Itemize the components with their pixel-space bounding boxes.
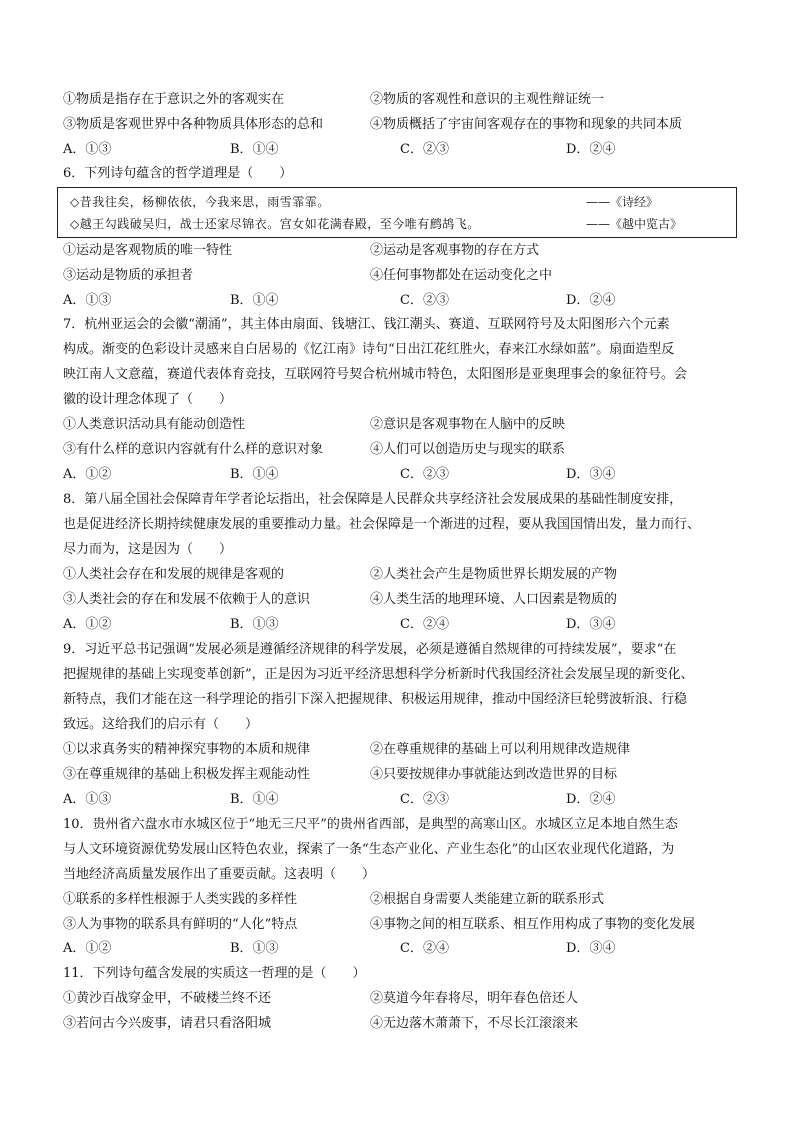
q6-option-4: ④任何事物都处在运动变化之中 xyxy=(370,268,553,283)
q5-answer-a: A．①③ xyxy=(63,142,112,157)
q8-option-3: ③人类社会的存在和发展不依赖于人的意识 xyxy=(63,592,311,607)
q10-option-1: ①联系的多样性根源于人类实践的多样性 xyxy=(63,892,298,907)
q7-stem-line-2: 构成。渐变的色彩设计灵感来自白居易的《忆江南》诗句“日出江花红胜火，春来江水绿如蓝”。扇面造型反 xyxy=(63,342,675,357)
q5-answer-b: B．①④ xyxy=(230,142,279,157)
q7-answer-a: A．①② xyxy=(63,467,112,482)
q5-option-4: ④物质概括了宇宙间客观存在的事物和现象的共同本质 xyxy=(370,117,683,132)
q6-option-3: ③运动是物质的承担者 xyxy=(63,268,194,283)
q8-answer-d: D．③④ xyxy=(566,617,616,632)
q8-answer-b: B．①③ xyxy=(230,617,279,632)
q6-source-2: ——《越中览古》 xyxy=(586,217,683,231)
q10-option-2: ②根据自身需要人类能建立新的联系形式 xyxy=(370,892,605,907)
q10-stem-line-2: 与人文环境资源优势发展山区特色农业，探索了一条“生态产业化、产业生态化”的山区农业现代化道路，为 xyxy=(63,842,675,857)
q5-option-2: ②物质的客观性和意识的主观性辩证统一 xyxy=(370,92,605,107)
q7-stem-line-1: 7．杭州亚运会的会徽“潮涌”，其主体由扇面、钱塘江、钱江潮头、赛道、互联网符号及太阳图形六个元素 xyxy=(63,317,670,332)
q9-answer-d: D．②④ xyxy=(566,792,616,807)
q5-answer-c: C．②③ xyxy=(400,142,449,157)
q7-stem-line-4: 徽的设计理念体现了（ ） xyxy=(63,392,233,407)
q7-answer-d: D．③④ xyxy=(566,467,616,482)
q7-answer-c: C．②③ xyxy=(400,467,449,482)
q8-stem-line-3: 尽力而为，这是因为（ ） xyxy=(63,542,233,557)
q8-answer-c: C．②④ xyxy=(400,617,449,632)
q11-option-1: ①黄沙百战穿金甲，不破楼兰终不还 xyxy=(63,991,272,1006)
q11-stem: 11．下列诗句蕴含发展的实质这一哲理的是（ ） xyxy=(63,966,366,981)
q10-answer-d: D．③④ xyxy=(566,941,616,956)
q6-option-1: ①运动是客观物质的唯一特性 xyxy=(63,243,233,258)
q9-stem-line-1: 9．习近平总书记强调“发展必须是遵循经济规律的科学发展，必须是遵循自然规律的可持续发展”，要求“在 xyxy=(63,642,677,657)
q8-stem-line-2: 也是促进经济长期持续健康发展的重要推动力量。社会保障是一个渐进的过程，要从我国国情出发，量力而行、 xyxy=(63,517,701,532)
q6-poem-2: ◇越王勾践破吴归，战士还家尽锦衣。宫女如花满春殿，至今唯有鹧鸪飞。 xyxy=(70,217,480,231)
q7-option-3: ③有什么样的意识内容就有什么样的意识对象 xyxy=(63,442,324,457)
q6-source-1: ——《诗经》 xyxy=(586,195,659,209)
q6-answer-b: B．①④ xyxy=(230,293,279,308)
q9-option-3: ③在尊重规律的基础上积极发挥主观能动性 xyxy=(63,767,311,782)
q8-option-2: ②人类社会产生是物质世界长期发展的产物 xyxy=(370,567,618,582)
q9-stem-line-3: 新特点，我们才能在这一科学理论的指引下深入把握规律、积极运用规律，推动中国经济巨轮劈波斩浪、行稳 xyxy=(63,692,688,707)
q7-answer-b: B．①④ xyxy=(230,467,279,482)
q10-answer-c: C．②④ xyxy=(400,941,449,956)
q8-option-1: ①人类社会存在和发展的规律是客观的 xyxy=(63,567,285,582)
q8-option-4: ④人类生活的地理环境、人口因素是物质的 xyxy=(370,592,618,607)
q9-option-2: ②在尊重规律的基础上可以利用规律改造规律 xyxy=(370,742,631,757)
q10-option-4: ④事物之间的相互联系、相互作用构成了事物的变化发展 xyxy=(370,917,696,932)
q9-answer-b: B．①④ xyxy=(230,792,279,807)
q9-answer-c: C．②③ xyxy=(400,792,449,807)
q11-option-2: ②莫道今年春将尽，明年春色倍还人 xyxy=(370,991,579,1006)
q10-answer-a: A．①② xyxy=(63,941,112,956)
q10-stem-line-1: 10．贵州省六盘水市水城区位于“地无三尺平”的贵州省西部，是典型的高寒山区。水城区立足本地自然生态 xyxy=(63,817,678,832)
q5-option-1: ①物质是指存在于意识之外的客观实在 xyxy=(63,92,285,107)
q10-stem-line-3: 当地经济高质量发展作出了重要贡献。这表明（ ） xyxy=(63,867,376,882)
q9-answer-a: A．①③ xyxy=(63,792,112,807)
q6-answer-c: C．②③ xyxy=(400,293,449,308)
q7-stem-line-3: 映江南人文意蕴，赛道代表体育竞技，互联网符号契合杭州城市特色，太阳图形是亚奥理事会的象征符号。会 xyxy=(63,367,688,382)
q6-answer-d: D．②④ xyxy=(566,293,616,308)
q8-stem-line-1: 8．第八届全国社会保障青年学者论坛指出，社会保障是人民群众共享经济社会发展成果的基础性制度安排， xyxy=(63,492,683,507)
q7-option-2: ②意识是客观事物在人脑中的反映 xyxy=(370,417,566,432)
q11-option-4: ④无边落木萧萧下，不尽长江滚滚来 xyxy=(370,1016,579,1031)
q9-option-1: ①以求真务实的精神探究事物的本质和规律 xyxy=(63,742,311,757)
q6-answer-a: A．①③ xyxy=(63,293,112,308)
q5-option-3: ③物质是客观世界中各种物质具体形态的总和 xyxy=(63,117,324,132)
q10-option-3: ③人为事物的联系具有鲜明的“人化”特点 xyxy=(63,917,298,932)
q6-stem: 6．下列诗句蕴含的哲学道理是（ ） xyxy=(63,166,293,181)
q8-answer-a: A．①② xyxy=(63,617,112,632)
q6-option-2: ②运动是客观事物的存在方式 xyxy=(370,243,540,258)
q5-answer-d: D．②④ xyxy=(566,142,616,157)
q7-option-1: ①人类意识活动具有能动创造性 xyxy=(63,417,246,432)
q9-option-4: ④只要按规律办事就能达到改造世界的目标 xyxy=(370,767,618,782)
q6-poem-1: ◇昔我往矣，杨柳依依，今我来思，雨雪霏霏。 xyxy=(70,195,330,209)
q9-stem-line-2: 把握规律的基础上实现变革创新”，正是因为习近平经济思想科学分析新时代我国经济社会发展呈现的新变化、 xyxy=(63,667,694,682)
q6-poem-box xyxy=(57,187,737,238)
q7-option-4: ④人们可以创造历史与现实的联系 xyxy=(370,442,566,457)
q10-answer-b: B．①③ xyxy=(230,941,279,956)
q11-option-3: ③若问古今兴废事，请君只看洛阳城 xyxy=(63,1016,272,1031)
q9-stem-line-4: 致远。这给我们的启示有（ ） xyxy=(63,717,259,732)
